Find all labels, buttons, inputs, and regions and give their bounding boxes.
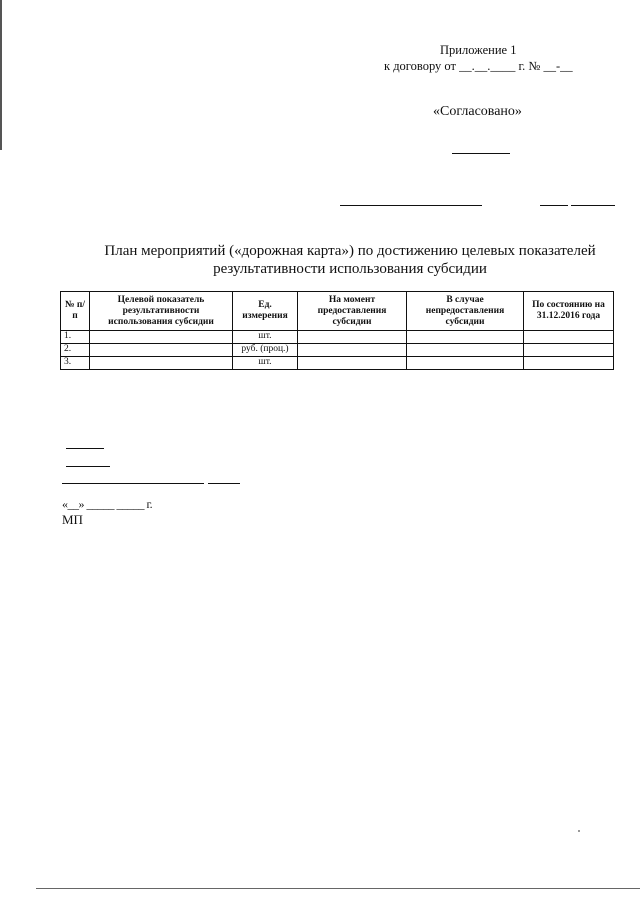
- header-no-grant: В случае непредоставления субсидии: [407, 292, 524, 331]
- row-as-of: [524, 344, 614, 357]
- header-indicator: Целевой показатель результативности использования субсидии: [90, 292, 233, 331]
- header-number: № п/п: [61, 292, 90, 331]
- plan-title-line-1: План мероприятий («дорожная карта») по достижению целевых показателей: [104, 243, 596, 259]
- approval-initials-line-2: [571, 205, 615, 206]
- row-unit: шт.: [233, 331, 298, 344]
- header-unit: Ед. измерения: [233, 292, 298, 331]
- appendix-number: Приложение 1: [440, 43, 517, 57]
- row-at-grant: [298, 357, 407, 370]
- row-indicator: [90, 344, 233, 357]
- signer-position-line: [66, 448, 104, 449]
- row-unit: руб. (проц.): [233, 344, 298, 357]
- approval-initials-line-1: [540, 205, 568, 206]
- scan-bottom-edge: [36, 888, 640, 889]
- row-number: 2.: [61, 344, 90, 357]
- row-at-grant: [298, 331, 407, 344]
- row-no-grant: [407, 344, 524, 357]
- table-row: [61, 357, 614, 370]
- scan-left-edge: [0, 0, 2, 150]
- table-row: [61, 344, 614, 357]
- plan-title-line-2: результативности использования субсидии: [213, 261, 487, 277]
- row-number: 1.: [61, 331, 90, 344]
- row-number: 3.: [61, 357, 90, 370]
- seal-mark: МП: [62, 512, 83, 527]
- signer-signature-line: [62, 483, 204, 484]
- row-as-of: [524, 331, 614, 344]
- header-at-grant: На момент предоставления субсидии: [298, 292, 407, 331]
- row-as-of: [524, 357, 614, 370]
- table-row: [61, 331, 614, 344]
- signature-date-line: «__» _____ _____ г.: [62, 497, 153, 511]
- signer-organization-line: [66, 466, 110, 467]
- row-no-grant: [407, 331, 524, 344]
- row-at-grant: [298, 344, 407, 357]
- roadmap-table: [60, 291, 614, 370]
- signer-initials-line: [208, 483, 240, 484]
- header-as-of-date: По состоянию на 31.12.2016 года: [524, 292, 614, 331]
- row-indicator: [90, 357, 233, 370]
- row-unit: шт.: [233, 357, 298, 370]
- approval-position-line: [452, 153, 510, 154]
- scan-speck: [578, 830, 580, 832]
- approval-heading: «Согласовано»: [433, 104, 522, 119]
- row-no-grant: [407, 357, 524, 370]
- appendix-contract-ref: к договору от __.__.____ г. № __-__: [384, 59, 573, 73]
- approval-signature-line: [340, 205, 482, 206]
- table-header-row: [61, 292, 614, 331]
- row-indicator: [90, 331, 233, 344]
